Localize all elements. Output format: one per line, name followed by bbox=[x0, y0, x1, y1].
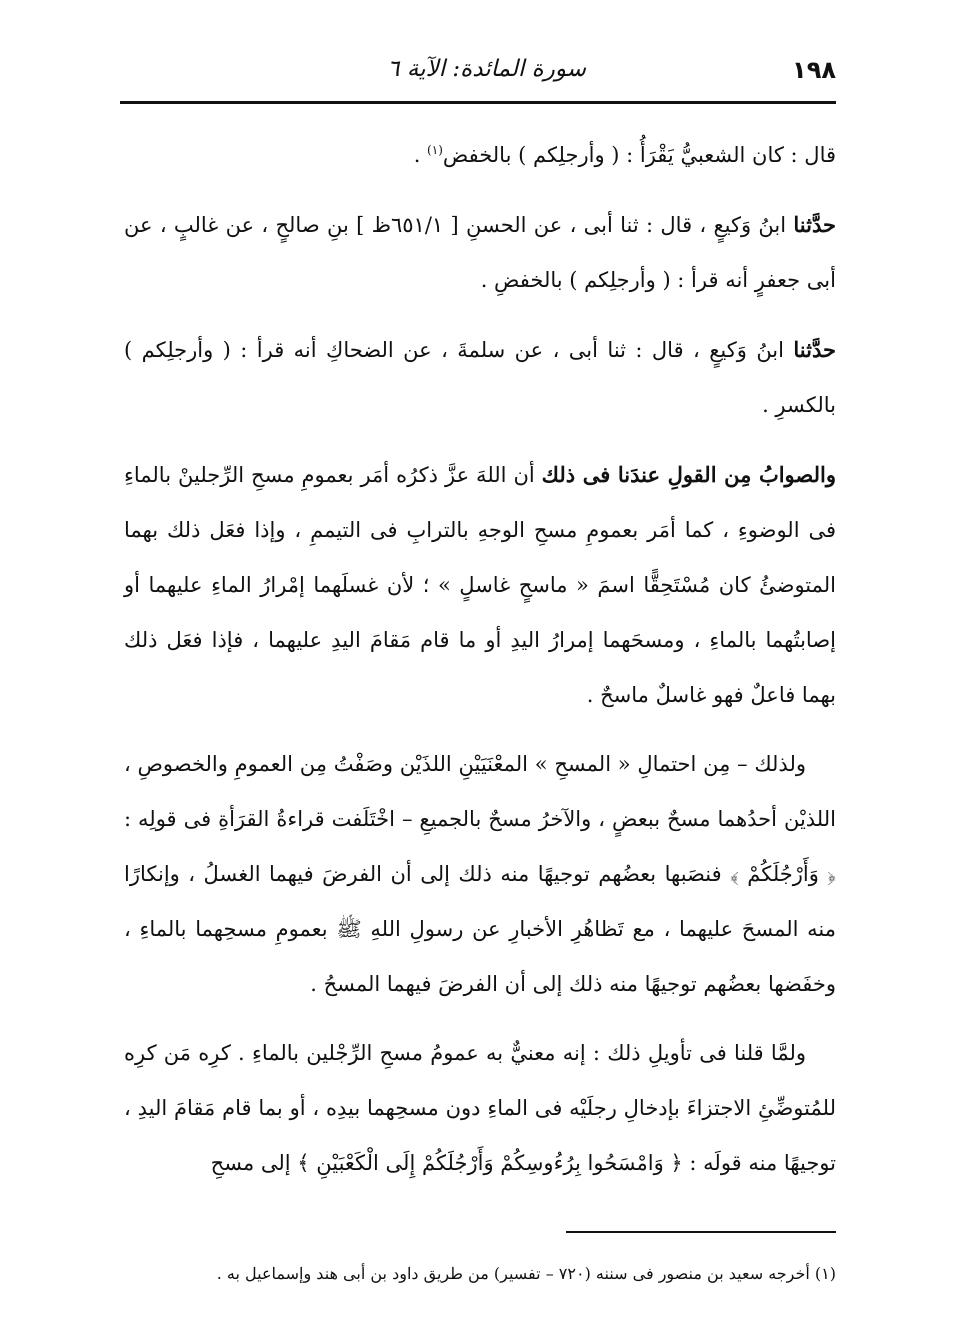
page-header bbox=[120, 52, 836, 92]
paragraph-2 bbox=[124, 197, 836, 308]
header-rule bbox=[120, 101, 836, 104]
paragraph-6 bbox=[124, 1026, 836, 1191]
paragraph-1 bbox=[124, 128, 836, 183]
paragraph-4 bbox=[124, 447, 836, 723]
footnote: (١) أخرجه سعيد بن منصور فى سننه (٧٢٠ – تفسير) من طريق داود بن أبى هند وإسماعيل به . bbox=[216, 1264, 836, 1283]
paragraph-lead: والصوابُ مِن القولِ عندَنا فى ذلك bbox=[541, 462, 836, 487]
main-text bbox=[124, 128, 836, 1205]
paragraph-text: ولمَّا قلنا فى تأويلِ ذلك : إنه معنيٌّ به عمومُ مسحِ الرِّجْلين بالماءِ . كرِه مَن كرِه للمُتوضِّئِ الاجتزاءَ بإدخالِ رجلَيْه فى الماءِ دون مسحِهما بيدِه ، أو بما قام مَقامَ اليدِ ، توجيهًا منه قولَه : ﴿ وَامْسَحُوا بِرُءُوسِكُمْ وَأَرْجُلَكُمْ إِلَى الْكَعْبَيْنِ ﴾ إلى مسحِ bbox=[124, 1041, 836, 1175]
paragraph-lead: حدَّثنا bbox=[793, 212, 836, 237]
paragraph-text: قال : كان الشعبيُّ يَقْرَأُ : ( وأرجلِكم ) بالخفض bbox=[442, 143, 836, 167]
footnote-rule bbox=[566, 1231, 836, 1233]
paragraph-text: ابنُ وَكيعٍ ، قال : ثنا أبى ، عن سلمةَ ، عن الضحاكِ أنه قرأ : ( وأرجلِكم ) بالكسرِ . bbox=[124, 338, 836, 417]
paragraph-lead: حدَّثنا bbox=[793, 337, 836, 362]
footnote-marker: (١) bbox=[427, 143, 443, 157]
page-number: ١٩٨ bbox=[792, 56, 836, 84]
paragraph-text: ابنُ وَكيعٍ ، قال : ثنا أبى ، عن الحسنِ [ ٦٥١/١ظ ] بنِ صالحٍ ، عن غالبٍ ، عن أبى جعفرٍ أنه قرأ : ( وأرجلِكم ) بالخفضِ . bbox=[124, 213, 836, 292]
paragraph-text: ولذلك – مِن احتمالِ « المسحِ » المعْنَيَيْنِ اللذَيْن وصَفْتُ مِن العمومِ والخصوصِ ، اللذيْن أحدُهما مسحٌ ببعضٍ ، والآخرُ مسحٌ بالجميعِ – اخْتَلَفت قراءةُ القرَأةِ فى قولِه : ﴿ وَأَرْجُلَكُمْ ﴾ فنصَبها بعضُهم توجيهًا منه ذلك إلى أن الفرضَ فيهما الغسلُ ، وإنكارًا منه المسحَ عليهما ، مع تَظاهُرِ الأخبارِ عن رسولِ اللهِ ﷺ بعمومِ مسحِهما بالماءِ ، وخفَضها بعضُهم توجيهًا منه ذلك إلى أن الفرضَ فيهما المسحُ . bbox=[124, 752, 836, 996]
paragraph-text: أن اللهَ عزَّ ذكرُه أمَر بعمومِ مسحِ الرِّجلينْ بالماءِ فى الوضوءِ ، كما أمَر بعمومِ مسحِ الوجهِ بالترابِ فى التيممِ ، وإذا فعَل ذلك بهما المتوضئُ كان مُسْتَحِقًّا اسمَ « ماسحٍ غاسلٍ » ؛ لأن غسلَهما إمْرارُ الماءِ عليهما أو إصابتُهما بالماءِ ، ومسحَهما إمرارُ اليدِ أو ما قام مَقامَ اليدِ عليهما ، فإذا فعَل ذلك بهما فاعلٌ فهو غاسلٌ ماسحٌ . bbox=[124, 463, 836, 707]
paragraph-5 bbox=[124, 737, 836, 1012]
paragraph-3 bbox=[124, 322, 836, 433]
running-title: سورة المائدة: الآية ٦ bbox=[387, 56, 586, 82]
paragraph-tail: . bbox=[413, 143, 428, 167]
